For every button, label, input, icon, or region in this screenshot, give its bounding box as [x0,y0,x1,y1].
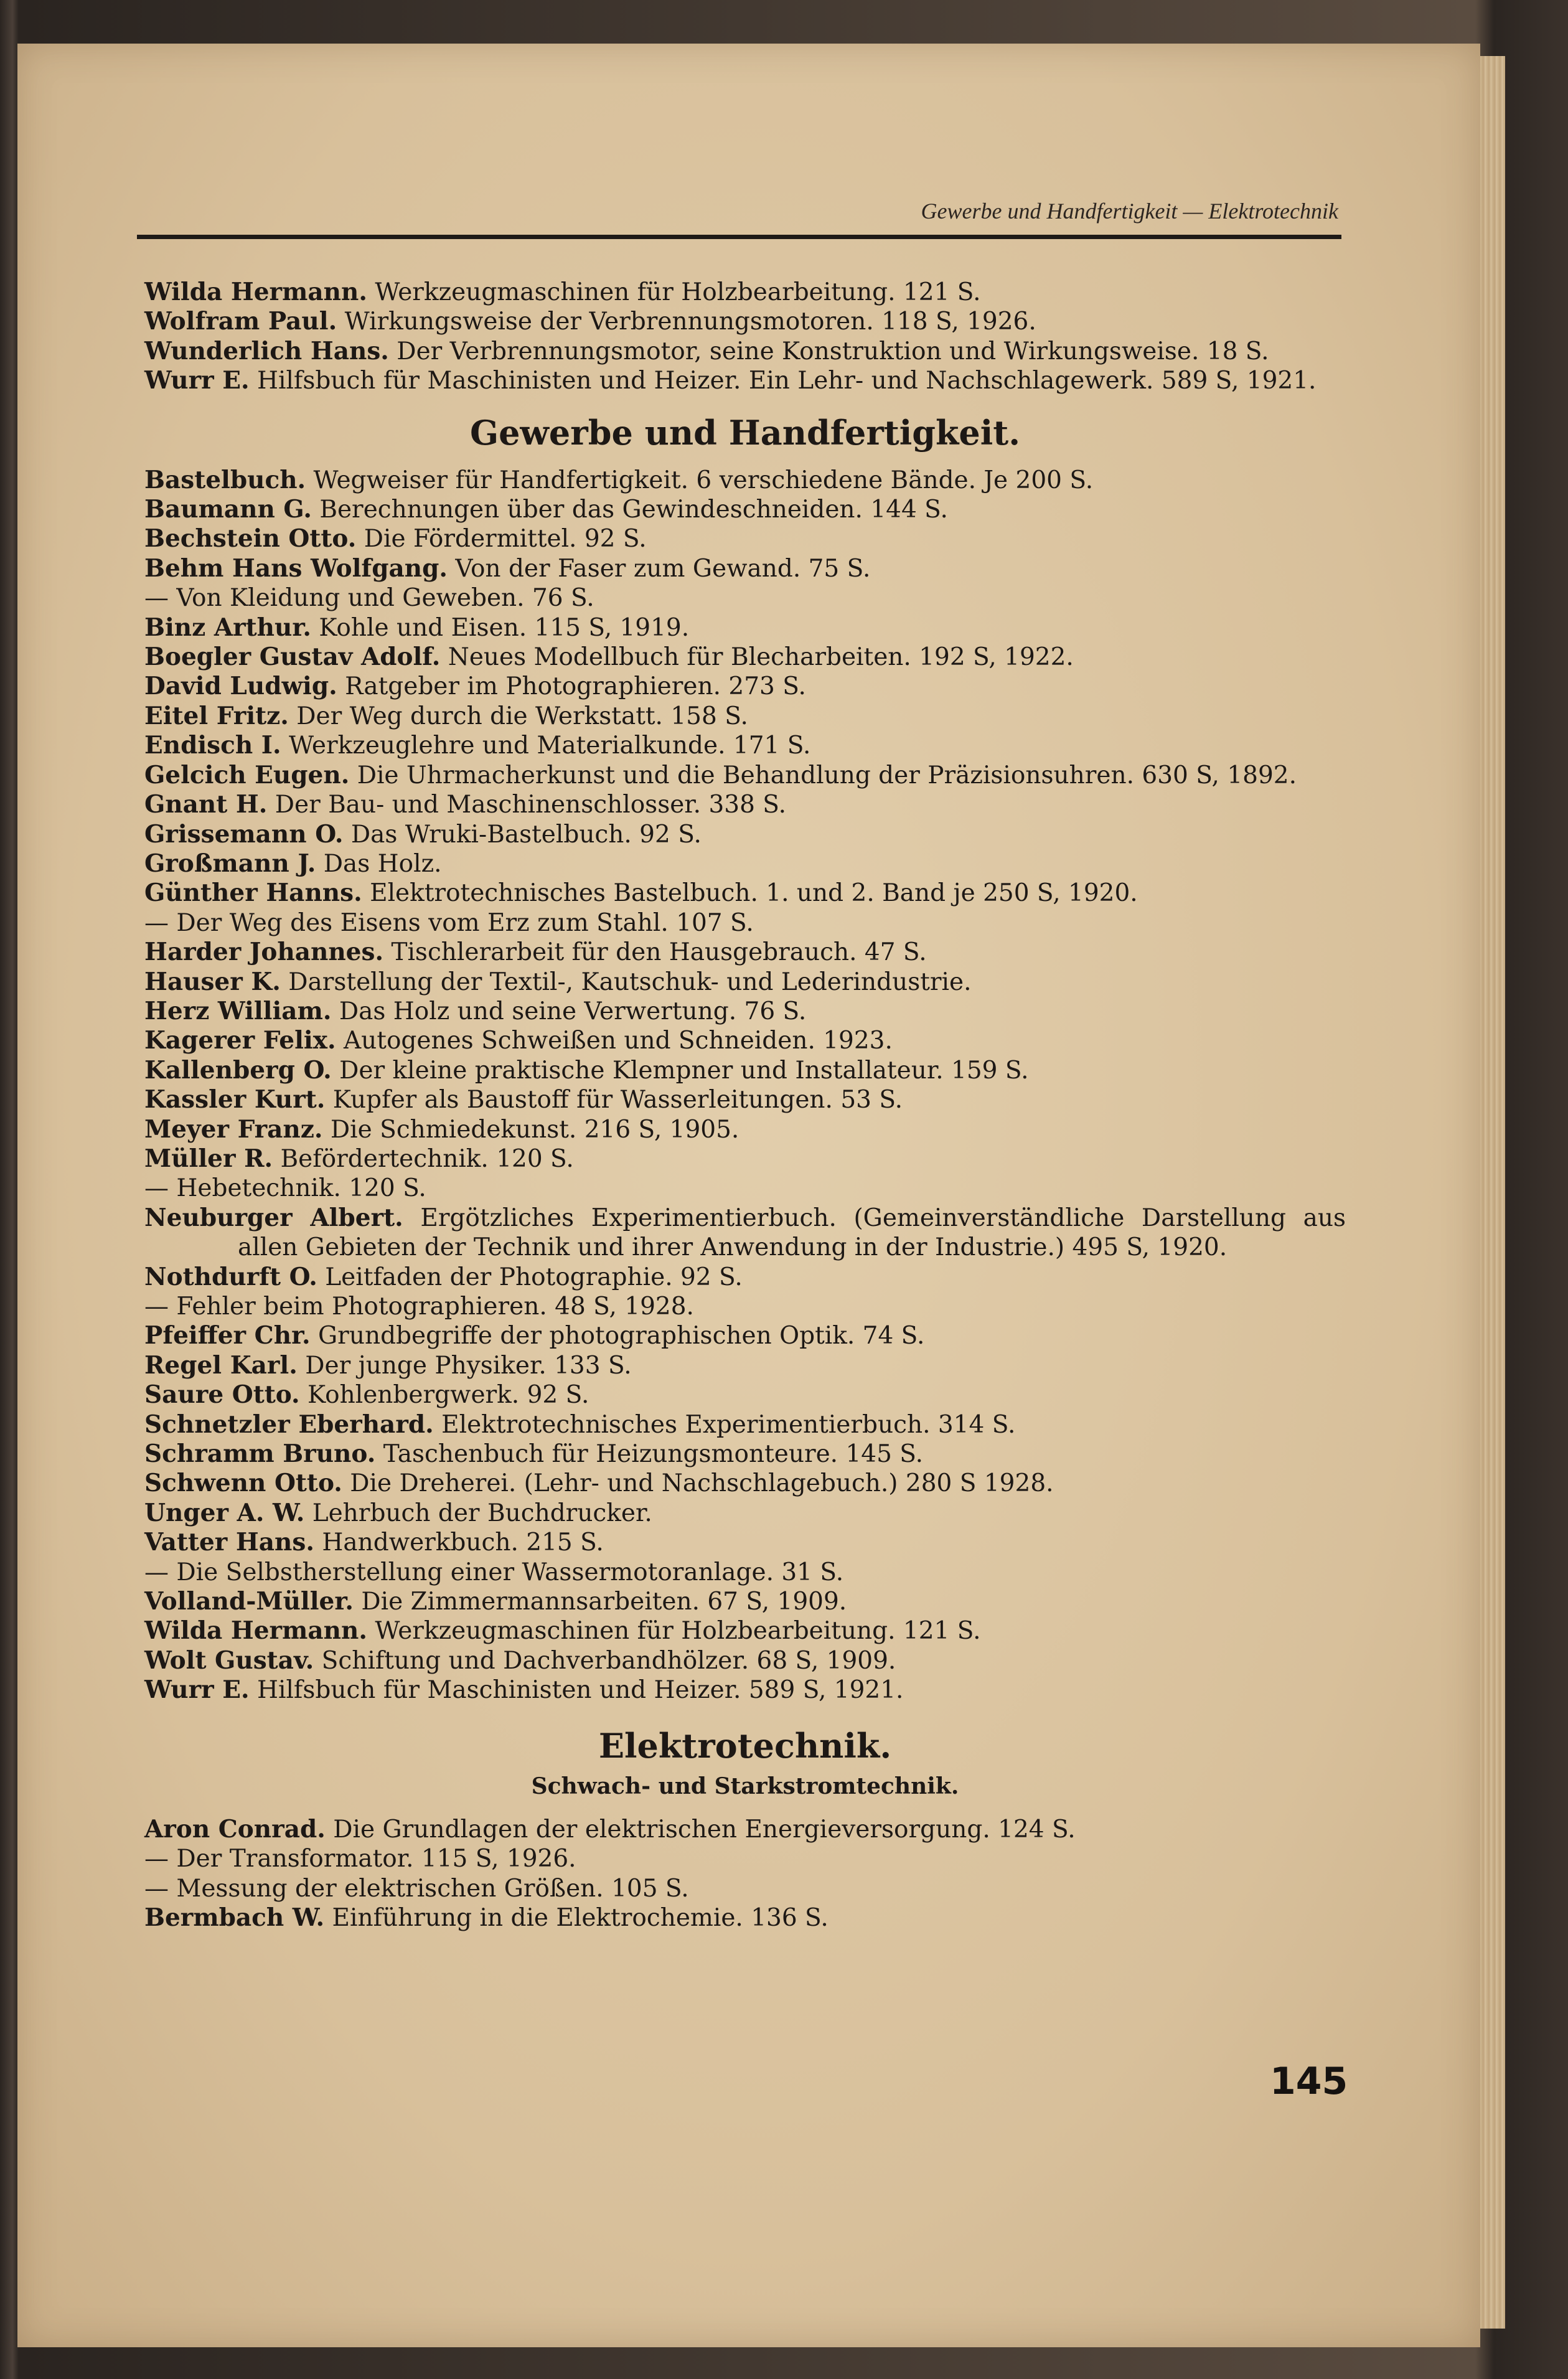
entry-author: Wunderlich Hans. [144,336,389,365]
bibliography-entry [144,1844,1346,1873]
entry-author: Nothdurft O. [144,1262,317,1291]
entry-text: Das Wruki-Bastelbuch. 92 S. [350,820,702,849]
entry-text: Die Dreherei. (Lehr- und Nachschlagebuch.) 280 S 1928. [350,1469,1054,1498]
entry-text: Die Grundlagen der elektrischen Energieversorgung. 124 S. [333,1815,1076,1844]
section-subtitle: Schwach- und Starkstromtechnik. [531,1773,959,1799]
entry-author: Herz William. [144,996,332,1025]
bibliography-entry [144,583,1346,613]
entry-author: Grissemann O. [144,819,344,849]
page-edge [1480,56,1505,2329]
bibliography-entry [144,1616,1346,1646]
bibliography-entry [144,1675,1346,1705]
entry-text: Die Schmiedekunst. 216 S, 1905. [330,1115,739,1144]
entry-text: Werkzeugmaschinen für Holzbearbeitung. 121 S. [375,1617,981,1646]
entry-author: Kassler Kurt. [144,1085,326,1114]
entry-author: Pfeiffer Chr. [144,1321,311,1350]
entry-author: Bechstein Otto. [144,524,357,554]
entry-author: Baumann G. [144,495,312,524]
bibliography-entry [144,849,1346,879]
bibliography-entry [144,1646,1346,1675]
entry-author: Gnant H. [144,790,268,819]
entry-text: Der kleine praktische Klempner und Installateur. 159 S. [339,1056,1029,1085]
entry-text: — Hebetechnik. 120 S. [144,1174,426,1203]
entry-author: Hauser K. [144,967,281,996]
bibliography-entry [144,278,1346,307]
entry-author: Wilda Hermann. [144,278,367,306]
entry-text: Berechnungen über das Gewindeschneiden. 144 S. [319,496,948,524]
entry-text: Werkzeuglehre und Materialkunde. 171 S. [289,732,811,760]
bibliography-entry [144,820,1346,849]
entry-author: Kagerer Felix. [144,1026,336,1055]
bibliography-entry [144,672,1346,701]
bibliography-entry [144,337,1346,366]
entry-author: Endisch I. [144,731,281,760]
entry-text: Die Uhrmacherkunst und die Behandlung der Präzisionsuhren. 630 S, 1892. [357,761,1297,789]
bibliography-entry [144,524,1346,554]
entry-text: Einführung in die Elektrochemie. 136 S. [332,1903,829,1932]
entry-text: Wirkungsweise der Verbrennungsmotoren. 118 S, 1926. [344,308,1036,336]
intro-entries [144,278,1346,396]
bibliography-entry [144,1115,1346,1144]
entry-author: Neuburger Albert. [144,1203,403,1232]
bibliography-entry [144,879,1346,908]
entry-text: Grundbegriffe der photographischen Optik. 74 S. [318,1322,925,1350]
bibliography-entry [144,1815,1346,1844]
entry-text: Der junge Physiker. 133 S. [305,1351,632,1380]
entry-author: Gelcich Eugen. [144,760,350,789]
entry-text: Die Zimmermannsarbeiten. 67 S, 1909. [361,1588,847,1616]
bibliography-entry [144,1587,1346,1616]
bibliography-entry [144,307,1346,336]
entry-author: Wolfram Paul. [144,307,337,336]
entry-text: Kohle und Eisen. 115 S, 1919. [319,613,690,642]
entry-author: Großmann J. [144,849,316,878]
entry-text: Leitfaden der Photographie. 92 S. [325,1263,743,1291]
entry-text: Darstellung der Textil-, Kautschuk- und Lederindustrie. [288,968,972,996]
bibliography-entry [144,731,1346,760]
bibliography-entry [144,1410,1346,1439]
entry-text: Tischlerarbeit für den Hausgebrauch. 47 S. [391,938,927,967]
entry-author: Vatter Hans. [144,1528,314,1557]
bibliography-entry [144,1469,1346,1498]
entry-text: Hilfsbuch für Maschinisten und Heizer. 589 S, 1921. [256,1676,904,1705]
bibliography-entry [144,1528,1346,1557]
bibliography-entry [144,1874,1346,1903]
entry-text: — Der Transformator. 115 S, 1926. [144,1845,576,1873]
entry-text: Lehrbuch der Buchdrucker. [312,1499,652,1527]
entry-text: Autogenes Schweißen und Schneiden. 1923. [343,1027,893,1055]
entry-text: — Der Weg des Eisens vom Erz zum Stahl. 107 S. [144,908,754,937]
bibliography-entry [144,466,1346,495]
entry-author: Boegler Gustav Adolf. [144,643,441,672]
entry-author: Unger A. W. [144,1498,305,1527]
entry-text: Der Verbrennungsmotor, seine Konstruktion und Wirkungsweise. 18 S. [397,337,1269,365]
bibliography-entry [144,643,1346,672]
entry-text: Werkzeugmaschinen für Holzbearbeitung. 121 S. [375,278,981,306]
entry-author: Schramm Bruno. [144,1439,376,1469]
bibliography-entry [144,761,1346,790]
bibliography-entry [144,1558,1346,1587]
bibliography-entry [144,1292,1346,1321]
bibliography-entry [144,790,1346,819]
bibliography-entry [144,495,1346,524]
entry-author: Volland-Müller. [144,1587,354,1616]
bibliography-entry [144,1026,1346,1055]
entry-author: Günther Hanns. [144,879,362,908]
bibliography-entry [144,997,1346,1026]
entry-author: Harder Johannes. [144,938,384,967]
entry-author: Regel Karl. [144,1350,298,1380]
entry-text: Die Fördermittel. 92 S. [364,525,647,554]
bibliography-entry [144,1204,1346,1263]
entry-text: — Von Kleidung und Geweben. 76 S. [144,584,594,613]
entry-text: Hilfsbuch für Maschinisten und Heizer. Ein Lehr- und Nachschlagewerk. 589 S, 1921. [256,367,1317,395]
bibliography-entry [144,613,1346,643]
entry-author: Schwenn Otto. [144,1469,342,1498]
entry-text: Neues Modellbuch für Blecharbeiten. 192 S, 1922. [448,643,1074,672]
bibliography-entry [144,1321,1346,1350]
section-gewerbe-entries [144,466,1346,1705]
entry-author: Bastelbuch. [144,465,306,494]
entry-author: Bermbach W. [144,1903,325,1932]
entry-text: Befördertechnik. 120 S. [280,1144,574,1173]
bibliography-entry [144,1351,1346,1380]
bibliography-entry [144,908,1346,938]
entry-author: Müller R. [144,1144,273,1173]
entry-author: Wilda Hermann. [144,1616,367,1646]
entry-text: Von der Faser zum Gewand. 75 S. [455,554,871,583]
entry-author: Behm Hans Wolfgang. [144,554,448,583]
bibliography-entry [144,1380,1346,1410]
bibliography-entry [144,1174,1346,1203]
entry-text: Ergötzliches Experimentierbuch. (Gemeinverständliche Darstellung aus allen Gebieten der Technik und ihrer Anwendung in der Industrie.) 495 S, 1920. [238,1204,1346,1262]
entry-author: David Ludwig. [144,672,337,701]
entry-author: Meyer Franz. [144,1114,323,1144]
page-number: 145 [1270,2060,1348,2103]
entry-author: Binz Arthur. [144,613,311,642]
entry-text: Ratgeber im Photographieren. 273 S. [345,672,806,701]
bibliography-entry [144,1144,1346,1174]
entry-text: Wegweiser für Handfertigkeit. 6 verschiedene Bände. Je 200 S. [313,466,1094,494]
bibliography-entry [144,968,1346,997]
bibliography-entry [144,1085,1346,1114]
bibliography-entry [144,366,1346,395]
entry-text: Schiftung und Dachverbandhölzer. 68 S, 1909. [321,1646,896,1675]
bibliography-entry [144,1499,1346,1528]
entry-author: Schnetzler Eberhard. [144,1410,434,1439]
bibliography-entry [144,1903,1346,1933]
entry-author: Wolt Gustav. [144,1646,314,1675]
section-title-elektrotechnik: Elektrotechnik. [598,1725,892,1766]
entry-text: Kupfer als Baustoff für Wasserleitungen. 53 S. [332,1086,903,1114]
entry-author: Kallenberg O. [144,1055,332,1085]
entry-text: Elektrotechnisches Bastelbuch. 1. und 2. Band je 250 S, 1920. [370,879,1138,908]
entry-text: Das Holz. [323,849,442,878]
running-header: Gewerbe und Handfertigkeit — Elektrotechnik [921,199,1338,224]
bibliography-entry [144,1439,1346,1469]
entry-text: — Messung der elektrischen Größen. 105 S. [144,1874,689,1903]
entry-text: Das Holz und seine Verwertung. 76 S. [339,997,807,1025]
bibliography-entry [144,938,1346,967]
page-content [144,278,1346,1933]
bibliography-entry [144,1263,1346,1292]
entry-text: Elektrotechnisches Experimentierbuch. 314 S. [441,1410,1016,1439]
entry-text: Der Weg durch die Werkstatt. 158 S. [296,702,748,730]
section-title-gewerbe: Gewerbe und Handfertigkeit. [469,412,1021,453]
bibliography-entry [144,1056,1346,1085]
bibliography-entry [144,702,1346,731]
entry-author: Wurr E. [144,1675,250,1705]
entry-author: Saure Otto. [144,1380,300,1410]
entry-author: Aron Conrad. [144,1814,326,1844]
entry-text: Kohlenbergwerk. 92 S. [307,1381,589,1410]
bibliography-entry [144,554,1346,583]
entry-text: Der Bau- und Maschinenschlosser. 338 S. [275,791,787,819]
entry-text: Handwerkbuch. 215 S. [322,1529,604,1557]
entry-author: Eitel Fritz. [144,701,289,730]
entry-text: Taschenbuch für Heizungsmonteure. 145 S. [383,1440,924,1469]
header-rule [137,235,1341,239]
entry-text: — Fehler beim Photographieren. 48 S, 1928. [144,1293,694,1321]
section-elektrotechnik-entries [144,1815,1346,1933]
entry-author: Wurr E. [144,366,250,395]
entry-text: — Die Selbstherstellung einer Wassermotoranlage. 31 S. [144,1558,844,1586]
